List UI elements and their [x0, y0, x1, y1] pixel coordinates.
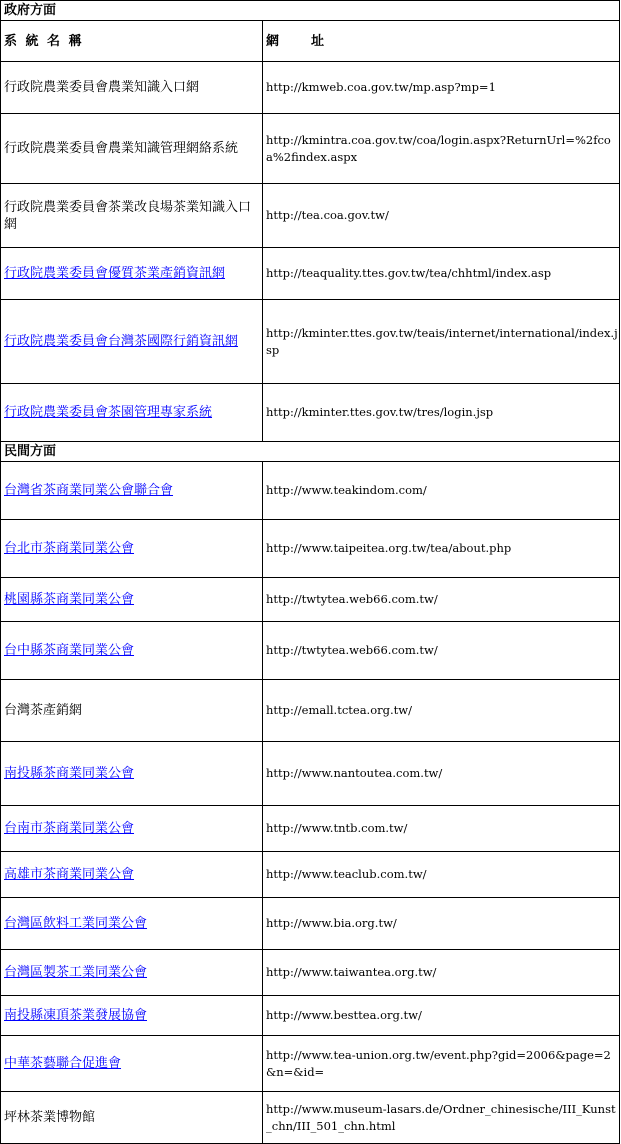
- url-text: http://emall.tctea.org.tw/: [266, 703, 412, 717]
- system-name-link[interactable]: 高雄市茶商業同業公會: [4, 867, 135, 882]
- url-cell: [263, 62, 620, 114]
- url-cell: [263, 248, 620, 300]
- url-cell: [263, 184, 620, 248]
- url-text: http://tea.coa.gov.tw/: [266, 208, 389, 222]
- table-row: [1, 680, 620, 742]
- url-cell: [263, 1036, 620, 1092]
- table-row: [1, 742, 620, 806]
- system-name-cell: [1, 462, 263, 520]
- url-cell: [263, 806, 620, 852]
- system-name-cell: [1, 622, 263, 680]
- url-cell: [263, 852, 620, 898]
- table-row: [1, 114, 620, 184]
- section-title-private: 民間方面: [1, 442, 620, 462]
- system-name-text: 行政院農業委員會茶業改良場茶業知識入口網: [4, 199, 252, 232]
- system-name-cell: [1, 578, 263, 622]
- system-name-cell: [1, 852, 263, 898]
- table-row: [1, 62, 620, 114]
- section-row-private: [1, 442, 620, 462]
- section-title-government: 政府方面: [1, 1, 620, 21]
- system-name-link[interactable]: 台灣區製茶工業同業公會: [4, 965, 148, 980]
- table-row: [1, 996, 620, 1036]
- url-text: http://www.besttea.org.tw/: [266, 1008, 422, 1022]
- url-text: http://www.bia.org.tw/: [266, 916, 397, 930]
- system-name-text: 坪林茶業博物館: [4, 1110, 96, 1125]
- system-name-cell: [1, 806, 263, 852]
- url-text: http://www.taipeitea.org.tw/tea/about.php: [266, 541, 512, 555]
- table-row: [1, 622, 620, 680]
- system-name-link[interactable]: 台北市茶商業同業公會: [4, 541, 135, 556]
- system-name-link[interactable]: 行政院農業委員會台灣茶國際行銷資訊網: [4, 334, 239, 349]
- system-name-link[interactable]: 台灣區飲料工業同業公會: [4, 916, 148, 931]
- url-text: http://kmintra.coa.gov.tw/coa/login.aspx?ReturnUrl=%2fcoa%2findex.aspx: [266, 132, 611, 164]
- url-cell: [263, 742, 620, 806]
- table-row: [1, 384, 620, 442]
- system-name-cell: [1, 114, 263, 184]
- system-name-link[interactable]: 行政院農業委員會茶園管理專家系統: [4, 405, 213, 420]
- system-name-cell: [1, 184, 263, 248]
- column-header-url: 網 址: [263, 21, 620, 62]
- url-text: http://kmweb.coa.gov.tw/mp.asp?mp=1: [266, 80, 496, 94]
- url-text: http://www.tea-union.org.tw/event.php?gid=2006&page=2&n=&id=: [266, 1047, 611, 1079]
- url-text: http://www.nantoutea.com.tw/: [266, 766, 443, 780]
- system-name-text: 台灣茶產銷網: [4, 703, 83, 718]
- table-row: [1, 1092, 620, 1144]
- column-header-name: 系 統 名 稱: [1, 21, 263, 62]
- url-text: http://www.taiwantea.org.tw/: [266, 965, 437, 979]
- system-name-link[interactable]: 中華茶藝聯合促進會: [4, 1056, 122, 1071]
- system-name-cell: [1, 742, 263, 806]
- system-name-cell: [1, 680, 263, 742]
- system-name-cell: [1, 1036, 263, 1092]
- system-name-cell: [1, 996, 263, 1036]
- url-cell: [263, 300, 620, 384]
- url-text: http://kminter.ttes.gov.tw/tres/login.jsp: [266, 405, 494, 419]
- url-cell: [263, 114, 620, 184]
- url-text: http://kminter.ttes.gov.tw/teais/internet/international/index.jsp: [266, 325, 618, 357]
- url-cell: [263, 578, 620, 622]
- system-name-text: 行政院農業委員會農業知識管理網絡系統: [4, 141, 239, 156]
- section-row-government: [1, 1, 620, 21]
- system-name-cell: [1, 520, 263, 578]
- url-text: http://www.teaclub.com.tw/: [266, 867, 427, 881]
- url-cell: [263, 1092, 620, 1144]
- table-row: [1, 852, 620, 898]
- table-row: [1, 898, 620, 950]
- url-text: http://www.teakindom.com/: [266, 483, 427, 497]
- url-cell: [263, 950, 620, 996]
- table-row: [1, 248, 620, 300]
- table-row: [1, 806, 620, 852]
- system-name-link[interactable]: 行政院農業委員會優質茶業產銷資訊網: [4, 266, 226, 281]
- url-text: http://twtytea.web66.com.tw/: [266, 592, 438, 606]
- header-row: [1, 21, 620, 62]
- system-name-cell: [1, 1092, 263, 1144]
- url-text: http://www.tntb.com.tw/: [266, 821, 408, 835]
- system-name-cell: [1, 62, 263, 114]
- system-name-cell: [1, 300, 263, 384]
- system-name-cell: [1, 950, 263, 996]
- url-cell: [263, 520, 620, 578]
- table-row: [1, 184, 620, 248]
- url-text: http://teaquality.ttes.gov.tw/tea/chhtml/index.asp: [266, 266, 552, 280]
- url-cell: [263, 996, 620, 1036]
- url-cell: [263, 680, 620, 742]
- table-row: [1, 300, 620, 384]
- url-cell: [263, 384, 620, 442]
- url-cell: [263, 622, 620, 680]
- system-name-link[interactable]: 南投縣茶商業同業公會: [4, 766, 135, 781]
- table-row: [1, 1036, 620, 1092]
- system-name-cell: [1, 384, 263, 442]
- system-name-link[interactable]: 南投縣凍頂茶業發展協會: [4, 1008, 148, 1023]
- system-name-link[interactable]: 桃園縣茶商業同業公會: [4, 592, 135, 607]
- system-name-text: 行政院農業委員會農業知識入口網: [4, 80, 200, 95]
- table-row: [1, 520, 620, 578]
- system-name-link[interactable]: 台中縣茶商業同業公會: [4, 643, 135, 658]
- system-name-link[interactable]: 台南市茶商業同業公會: [4, 821, 135, 836]
- system-name-cell: [1, 898, 263, 950]
- url-cell: [263, 462, 620, 520]
- table-row: [1, 950, 620, 996]
- url-cell: [263, 898, 620, 950]
- system-name-cell: [1, 248, 263, 300]
- url-text: http://twtytea.web66.com.tw/: [266, 643, 438, 657]
- table-row: [1, 578, 620, 622]
- system-name-link[interactable]: 台灣省茶商業同業公會聯合會: [4, 483, 174, 498]
- url-text: http://www.museum-lasars.de/Ordner_chinesische/III_Kunst_chn/III_501_chn.html: [266, 1101, 616, 1133]
- table-row: [1, 462, 620, 520]
